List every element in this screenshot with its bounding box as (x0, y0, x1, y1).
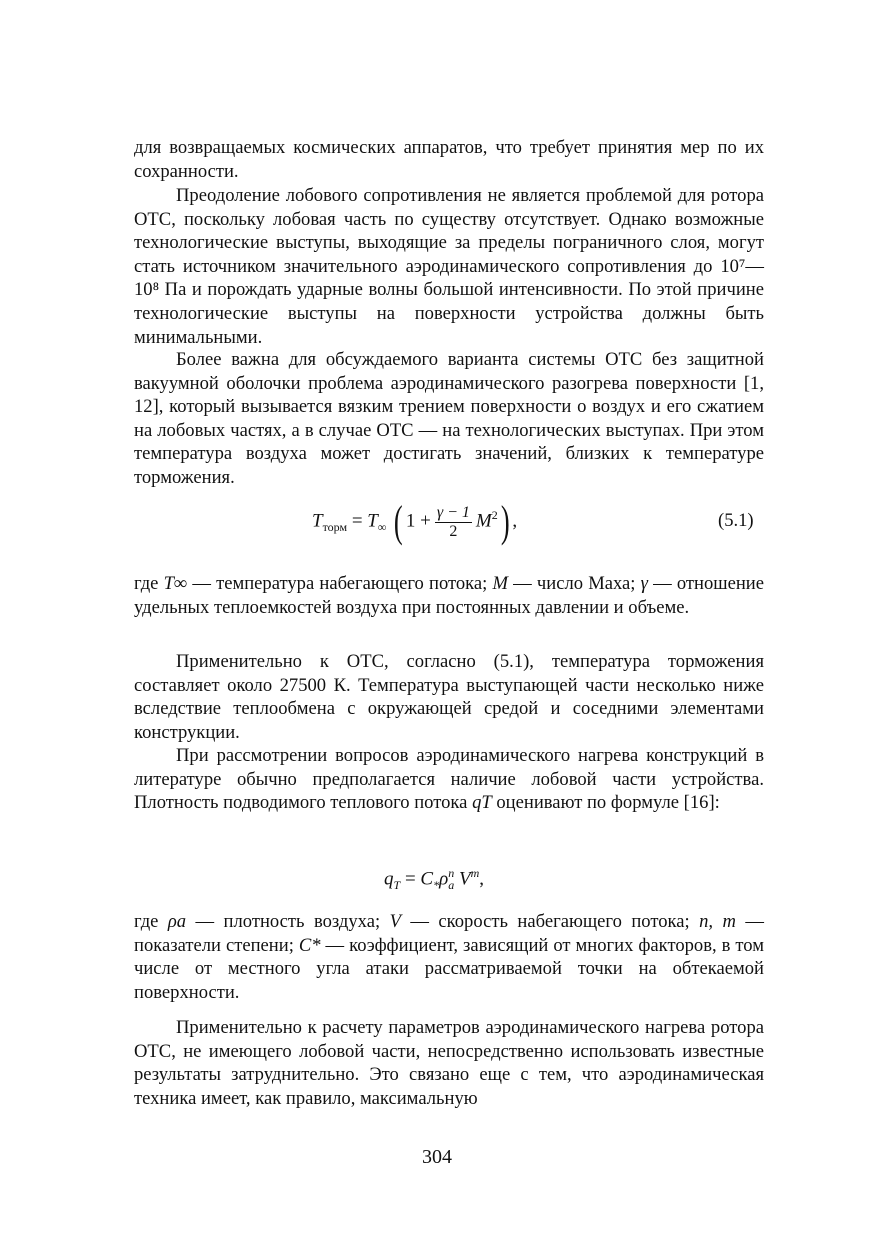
equation-number: (5.1) (718, 510, 754, 531)
paragraph-text: Применительно к ОТС, согласно (5.1), температура торможения составляет около 27500 К. Температура выступающей части несколько ниже вследствие теплообмена с окружающей средой и соседними элементами конструкции. (134, 651, 764, 743)
paragraph-drag (134, 184, 764, 349)
paragraph-stagnation (134, 650, 764, 744)
paragraph-heat-flux (134, 744, 764, 815)
paragraph-rotor (134, 1016, 764, 1110)
paragraph-text: Применительно к расчету параметров аэродинамического нагрева ротора ОТС, не имеющего лобовой части, непосредственно использовать известные результаты затруднительно. Это связано еще с тем, что аэродинамическая техника имеет, как правило, максимальную (134, 1017, 764, 1109)
paragraph-text: Преодоление лобового сопротивления не является проблемой для ротора ОТС, поскольку лобовая часть по существу отсутствует. Однако возможные технологические выступы, выходящие за пределы пограничного слоя, могут стать источником значительного аэродинамического сопротивления до 10⁷—10⁸ Па и порождать ударные волны большой интенсивности. По этой причине технологические выступы на поверхности устройства должны быть минимальными. (134, 185, 764, 348)
paragraph-text: для возвращаемых космических аппаратов, что требует принятия мер по их сохранности. (134, 137, 764, 182)
paragraph-continuation (134, 136, 764, 183)
paragraph-heating (134, 348, 764, 490)
equation-heat-flux: $q_T = C_*\rho^n_a$ $V^m$, (384, 866, 484, 893)
paragraph-text: где T∞ — температура набегающего потока; M — число Маха; γ — отношение удельных теплоемкостей воздуха при постоянных давлении и объеме. (134, 573, 764, 618)
page-number: 304 (422, 1146, 452, 1168)
paragraph-text: Более важна для обсуждаемого варианта системы ОТС без защитной вакуумной оболочки проблема аэродинамического разогрева поверхности [1, 12], который вызывается вязким трением поверхности о воздух и его сжатием на лобовых частях, а в случае ОТС — на технологических выступах. При этом температура воздуха может достигать значений, близких к температуре торможения. (134, 349, 764, 488)
paragraph-where-1 (134, 572, 764, 619)
paragraph-text: где ρa — плотность воздуха; V — скорость набегающего потока; n, m — показатели степени; C* — коэффициент, зависящий от многих факторов, в том числе от местного угла атаки рассматриваемой точки на обтекаемой поверхности. (134, 911, 764, 1003)
paragraph-where-2 (134, 910, 764, 1004)
equation-5-1: $T_{торм} = T_\infty$ ( 1 + $\frac{\gamma - 1}{2}$ $M^2$) , (312, 497, 518, 546)
paragraph-text: При рассмотрении вопросов аэродинамического нагрева конструкций в литературе обычно предполагается наличие лобовой части устройства. Плотность подводимого теплового потока qT оценивают по формуле [16]: (134, 745, 764, 814)
